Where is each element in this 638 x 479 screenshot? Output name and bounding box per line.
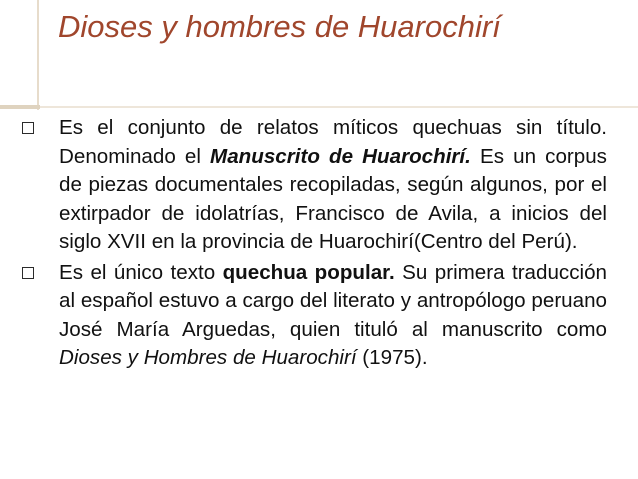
bullet-item-manuscrito [22,114,607,257]
checkbox-bullet-icon [22,267,34,279]
decorative-accent-bar [0,105,40,109]
title-divider-line [40,106,638,108]
text-run: Es el conjunto de relatos míticos quechuas sin título. Denominado el [59,116,607,168]
text-run: Su primera traducción al español estuvo a cargo del literato y antropólogo peruano José María Arguedas, quien tituló al manuscrito como [59,260,607,341]
bullet-text [59,114,607,257]
book-title-italic: Dioses y Hombres de Huarochirí [59,346,357,369]
emphasis-quechua-popular: quechua popular. [222,260,395,284]
text-run: Es un corpus de piezas documentales recopiladas, según algunos, por el extirpador de idolatrías, Francisco de Avila, a inicios del siglo XVII en la provincia de Huarochirí(Centro del Perú). [59,144,607,253]
bullet-text [59,259,607,373]
text-run: (1975). [356,346,428,369]
text-run: Es el único texto [59,260,223,284]
emphasis-manuscript-title: Manuscrito de Huarochirí. [210,144,471,168]
bullet-item-quechua-popular [22,259,607,373]
decorative-vertical-line [37,0,39,110]
checkbox-bullet-icon [22,122,34,134]
slide-title: Dioses y hombres de Huarochirí [58,9,501,44]
bullet-list [22,114,607,375]
